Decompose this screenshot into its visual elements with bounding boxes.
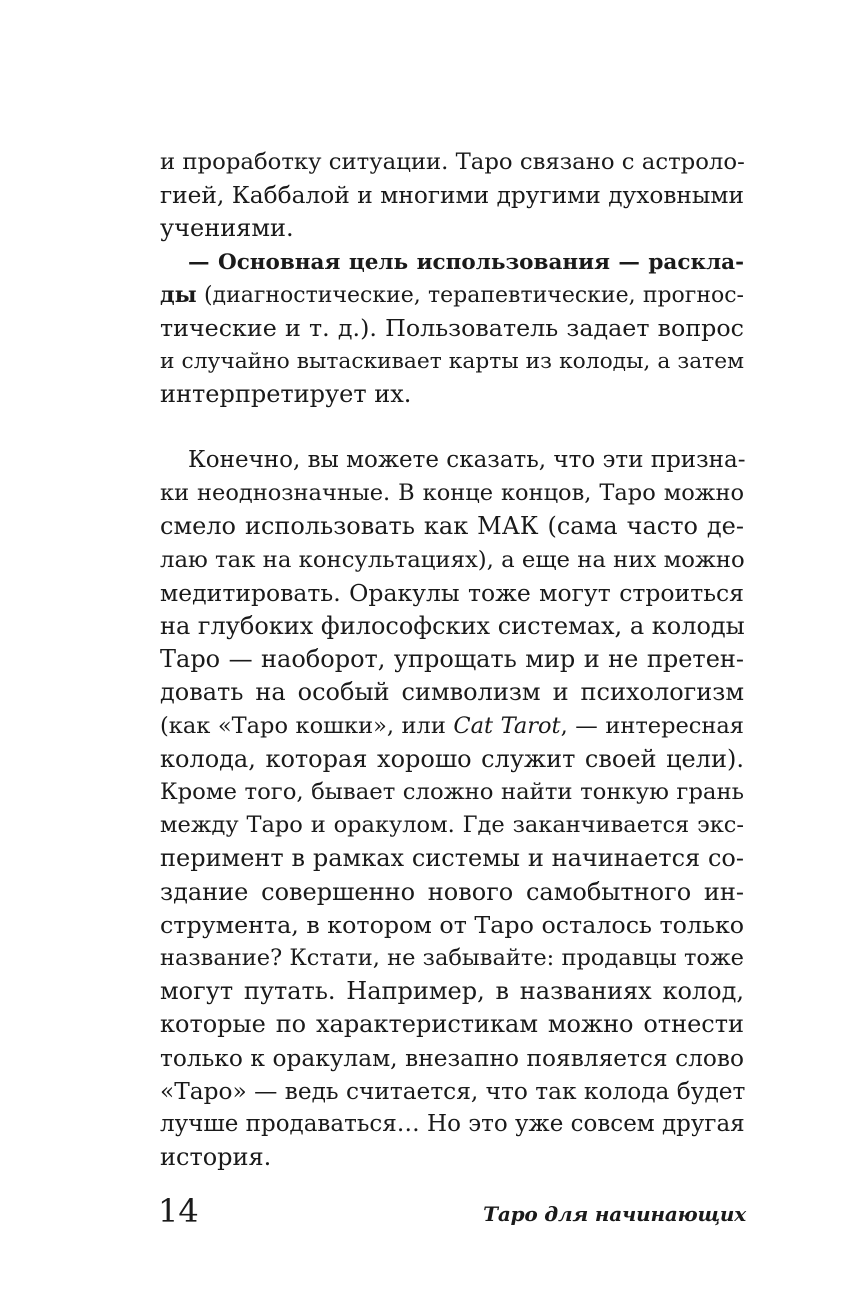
text-line: гией, Каббалой и многими другими духовными [160,182,744,210]
text-line-content: Конечно, вы можете сказать, что эти призна- [188,447,746,473]
text-line: смело использовать как МАК (сама часто де- [160,512,744,541]
text-line-cat-tarot [160,710,744,743]
text-line: «Таро» — ведь считается, что так колода будет [160,1077,746,1105]
bullet-bold-text: — Основная цель использования — раскла- [188,249,744,275]
text-line: Таро — наоборот, упрощать мир и не претен- [160,645,744,674]
text-line: и проработку ситуации. Таро связано с астроло- [160,149,745,175]
text-line: которые по характеристикам можно отнести [160,1010,744,1039]
text-line: колода, которая хорошо служит своей цели). [160,744,744,773]
text-line: могут путать. Например, в названиях колод, [160,977,744,1006]
cat-line-pre: (как «Таро кошки», или [160,712,454,739]
text-line: ки неоднозначные. В конце концов, Таро можно [160,480,744,507]
cat-tarot-italic: Cat Tarot [453,712,561,739]
text-line [160,444,744,477]
text-line: учениями. [160,214,294,243]
text-line: и случайно вытаскивает карты из колоды, а затем [160,349,744,375]
text-line: название? Кстати, не забывайте: продавцы тоже [160,945,744,972]
text-line: медитировать. Оракулы тоже могут строиться [160,578,744,607]
text-line: Кроме того, бывает сложно найти тонкую грань [160,779,744,806]
running-title: Таро для начинающих [483,1202,746,1226]
text-line: на глубоких философских системах, а колоды [160,612,745,641]
text-line: тические и т. д.). Пользователь задает вопрос [160,314,744,343]
text-line: лучше продаваться… Но это уже совсем другая [160,1111,745,1138]
bullet-rest-text: (диагностические, терапевтические, прогнос- [196,282,744,308]
text-line: перимент в рамках системы и начинается со- [160,844,744,873]
text-line: лаю так на консультациях), а еще на них можно [160,546,745,573]
text-block-main [160,444,744,1174]
text-line: довать на особый символизм и психологизм [160,678,744,707]
bullet-heading-line [160,246,744,279]
text-line: интерпретирует их. [160,380,412,409]
bullet-bold-tail: ды [160,281,197,308]
page-number: 14 [158,1192,199,1230]
text-line: история. [160,1143,272,1172]
text-line: между Таро и оракулом. Где заканчивается экс- [160,812,744,839]
text-line: струмента, в котором от Таро осталось только [160,910,745,939]
bullet-line [160,279,744,312]
text-block-top [160,146,744,412]
cat-line-post: , — интересная [560,712,745,739]
text-line: здание совершенно нового самобытного ин- [160,877,744,906]
text-line: только к оракулам, внезапно появляется слово [160,1044,744,1072]
